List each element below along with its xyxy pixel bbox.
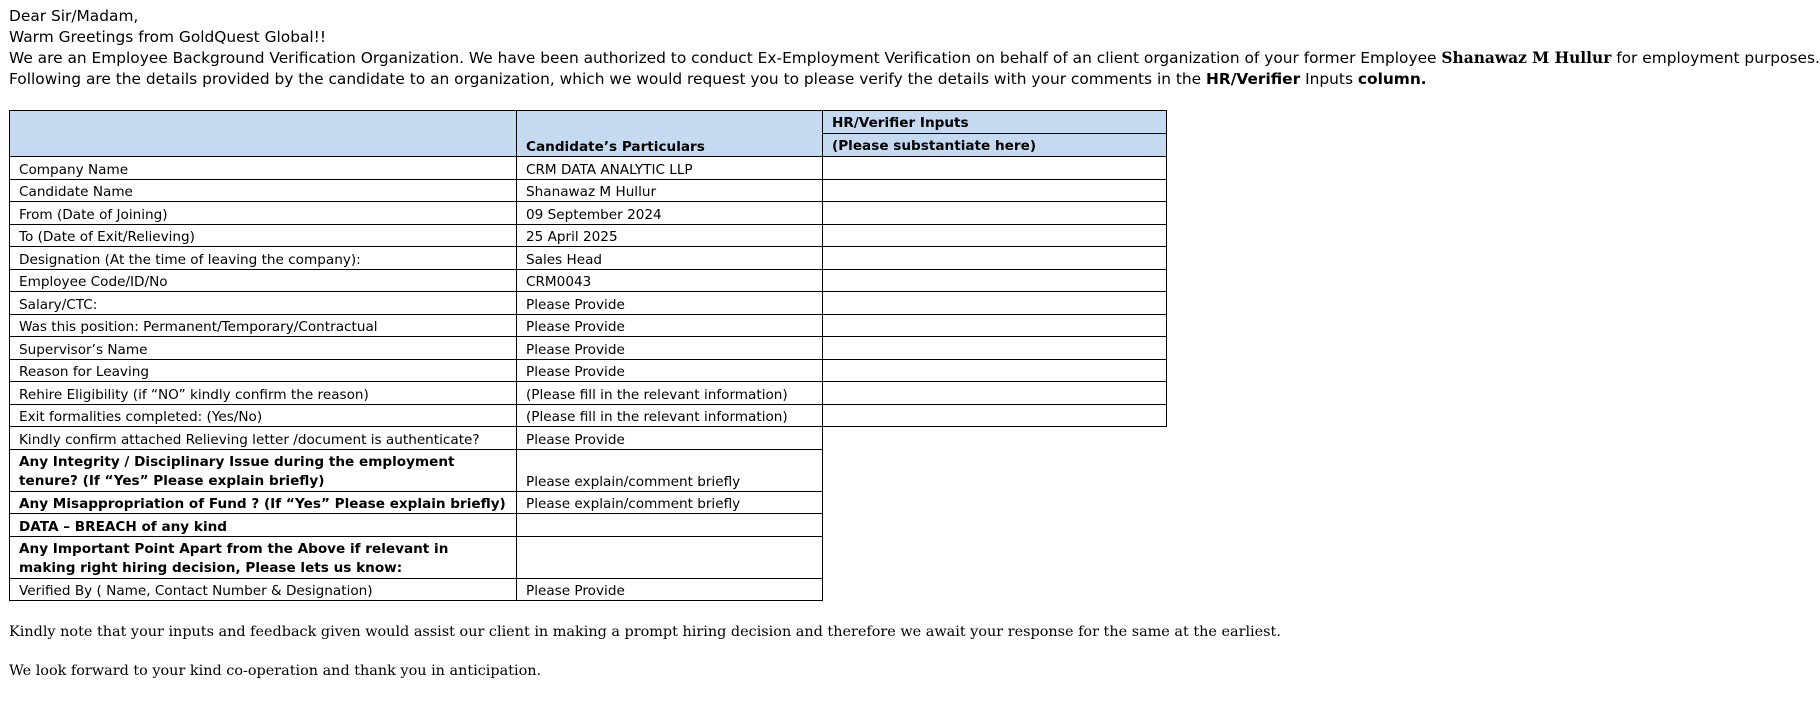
row-verifier-input[interactable]: [823, 314, 1167, 337]
candidate-name: Shanawaz M Hullur: [1441, 49, 1612, 67]
table-row: [10, 536, 1167, 578]
row-label: Any Integrity / Disciplinary Issue during the employment tenure? (If “Yes” Please explain briefly): [10, 449, 517, 491]
row-candidate-value: (Please fill in the relevant information): [517, 382, 823, 405]
empty-cell: [823, 491, 1167, 514]
table-row: [10, 157, 1167, 180]
table-row: [10, 514, 1167, 537]
table-row: [10, 224, 1167, 247]
closing-line-1: Kindly note that your inputs and feedback given would assist our client in making a prompt hiring decision and therefore we await your response for the same at the earliest.: [9, 624, 1281, 640]
row-label: Any Misappropriation of Fund ? (If “Yes” Please explain briefly): [10, 491, 517, 514]
empty-cell: [823, 514, 1167, 537]
row-candidate-value: Shanawaz M Hullur: [517, 179, 823, 202]
closing-line-2: We look forward to your kind co-operation and thank you in anticipation.: [9, 663, 542, 679]
row-label: Was this position: Permanent/Temporary/Contractual: [10, 314, 517, 337]
header-hr-verifier-title: HR/Verifier Inputs: [823, 111, 1166, 134]
row-candidate-value: Please Provide: [517, 314, 823, 337]
empty-cell: [823, 427, 1167, 450]
intro-text: We are an Employee Background Verification Organization. We have been authorized to conduct Ex-Employment Verification on behalf of an client organization of your former Employee: [9, 49, 1442, 67]
row-candidate-value: Please Provide: [517, 359, 823, 382]
row-label: Exit formalities completed: (Yes/No): [10, 404, 517, 427]
row-label: Supervisor’s Name: [10, 337, 517, 360]
row-candidate-value: Please Provide: [517, 337, 823, 360]
table-row: [10, 578, 1167, 601]
table-row: [10, 292, 1167, 315]
row-verifier-input[interactable]: [823, 247, 1167, 270]
row-verifier-input[interactable]: [823, 202, 1167, 225]
row-label: Designation (At the time of leaving the company):: [10, 247, 517, 270]
header-hr-verifier: [823, 111, 1167, 157]
row-verifier-input[interactable]: [823, 179, 1167, 202]
header-candidate-particulars: Candidate’s Particulars: [517, 111, 823, 157]
row-verifier-input[interactable]: [823, 292, 1167, 315]
table-row: [10, 179, 1167, 202]
table-row: [10, 314, 1167, 337]
header-blank-cell: [10, 111, 517, 157]
intro-text: for employment purposes.: [1611, 49, 1820, 67]
row-verifier-input[interactable]: [823, 337, 1167, 360]
table-row: [10, 427, 1167, 450]
row-candidate-value: CRM DATA ANALYTIC LLP: [517, 157, 823, 180]
letter-intro: [9, 6, 1820, 90]
empty-cell: [823, 536, 1167, 578]
table-row: [10, 202, 1167, 225]
row-candidate-value: Sales Head: [517, 247, 823, 270]
row-candidate-value: Please explain/comment briefly: [517, 449, 823, 491]
row-label: Company Name: [10, 157, 517, 180]
row-candidate-value: [517, 536, 823, 578]
header-hr-verifier-subtitle: (Please substantiate here): [832, 138, 1037, 154]
row-candidate-value: Please Provide: [517, 292, 823, 315]
row-label: Rehire Eligibility (if “NO” kindly confirm the reason): [10, 382, 517, 405]
verification-table: [9, 110, 1167, 601]
row-label: Kindly confirm attached Relieving letter /document is authenticate?: [10, 427, 517, 450]
table-row: [10, 337, 1167, 360]
row-verifier-input[interactable]: [823, 157, 1167, 180]
intro-paragraph-1: [9, 48, 1820, 69]
salutation: Dear Sir/Madam,: [9, 7, 139, 25]
row-verifier-input[interactable]: [823, 269, 1167, 292]
row-label: To (Date of Exit/Relieving): [10, 224, 517, 247]
empty-cell: [823, 578, 1167, 601]
empty-cell: [823, 449, 1167, 491]
row-verifier-input[interactable]: [823, 404, 1167, 427]
row-candidate-value: Please Provide: [517, 578, 823, 601]
intro-text: Inputs: [1300, 70, 1358, 88]
table-row: [10, 359, 1167, 382]
row-candidate-value: 09 September 2024: [517, 202, 823, 225]
table-row: [10, 269, 1167, 292]
row-verifier-input[interactable]: [823, 382, 1167, 405]
row-label: From (Date of Joining): [10, 202, 517, 225]
row-candidate-value: Please Provide: [517, 427, 823, 450]
table-row: [10, 247, 1167, 270]
row-candidate-value: 25 April 2025: [517, 224, 823, 247]
table-header-row: [10, 111, 1167, 157]
row-label: DATA – BREACH of any kind: [10, 514, 517, 537]
row-candidate-value: CRM0043: [517, 269, 823, 292]
row-candidate-value: (Please fill in the relevant information): [517, 404, 823, 427]
greeting: Warm Greetings from GoldQuest Global!!: [9, 28, 327, 46]
table-row: [10, 382, 1167, 405]
table-row: [10, 404, 1167, 427]
row-label: Any Important Point Apart from the Above if relevant in making right hiring decision, Please lets us know:: [10, 536, 517, 578]
intro-text: Following are the details provided by the candidate to an organization, which we would request you to please verify the details with your comments in the: [9, 70, 1207, 88]
intro-paragraph-2: [9, 69, 1820, 90]
row-verifier-input[interactable]: [823, 359, 1167, 382]
row-label: Employee Code/ID/No: [10, 269, 517, 292]
column-label: column.: [1357, 70, 1427, 88]
hr-verifier-label: HR/Verifier: [1206, 70, 1301, 88]
row-candidate-value: Please explain/comment briefly: [517, 491, 823, 514]
table-row: [10, 491, 1167, 514]
row-label: Salary/CTC:: [10, 292, 517, 315]
row-label: Reason for Leaving: [10, 359, 517, 382]
row-label: Candidate Name: [10, 179, 517, 202]
row-label: Verified By ( Name, Contact Number & Designation): [10, 578, 517, 601]
table-row: [10, 449, 1167, 491]
row-verifier-input[interactable]: [823, 224, 1167, 247]
row-candidate-value: [517, 514, 823, 537]
